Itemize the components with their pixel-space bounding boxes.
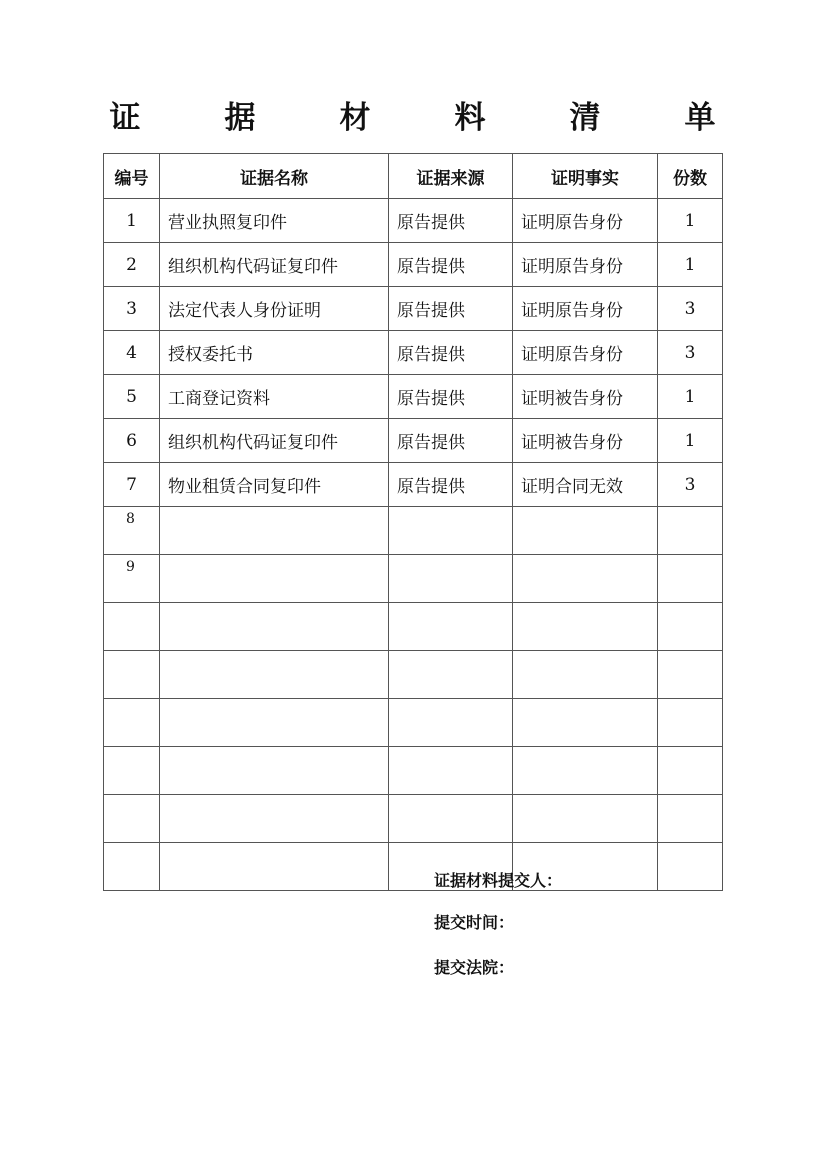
table-row xyxy=(104,603,723,651)
cell-evidence-name xyxy=(160,603,389,651)
cell-copies xyxy=(658,747,723,795)
cell-copies xyxy=(658,843,723,891)
title-char: 料 xyxy=(454,100,486,136)
cell-evidence-name: 物业租赁合同复印件 xyxy=(160,463,389,507)
cell-evidence-source: 原告提供 xyxy=(389,419,513,463)
cell-copies: 3 xyxy=(658,287,723,331)
cell-evidence-name: 营业执照复印件 xyxy=(160,199,389,243)
cell-evidence-name: 工商登记资料 xyxy=(160,375,389,419)
cell-proven-fact xyxy=(513,795,658,843)
title-char: 清 xyxy=(569,100,601,136)
table-row xyxy=(104,419,723,463)
table-row xyxy=(104,199,723,243)
cell-number xyxy=(104,747,160,795)
cell-proven-fact xyxy=(513,603,658,651)
page-title xyxy=(0,92,830,138)
cell-number: 2 xyxy=(104,243,160,287)
cell-proven-fact xyxy=(513,651,658,699)
cell-copies: 1 xyxy=(658,375,723,419)
cell-proven-fact: 证明被告身份 xyxy=(513,375,658,419)
cell-copies xyxy=(658,651,723,699)
cell-evidence-name xyxy=(160,795,389,843)
cell-copies: 1 xyxy=(658,199,723,243)
cell-copies: 1 xyxy=(658,419,723,463)
cell-copies xyxy=(658,507,723,555)
footer-court: 提交法院： xyxy=(434,958,515,977)
cell-evidence-name xyxy=(160,555,389,603)
header-proven-fact: 证明事实 xyxy=(513,154,658,199)
cell-evidence-source xyxy=(389,555,513,603)
cell-proven-fact: 证明原告身份 xyxy=(513,243,658,287)
cell-evidence-source: 原告提供 xyxy=(389,463,513,507)
cell-proven-fact xyxy=(513,507,658,555)
cell-evidence-source xyxy=(389,651,513,699)
header-evidence-source: 证据来源 xyxy=(389,154,513,199)
title-char: 材 xyxy=(339,100,371,136)
cell-proven-fact: 证明原告身份 xyxy=(513,199,658,243)
cell-proven-fact: 证明合同无效 xyxy=(513,463,658,507)
table-row xyxy=(104,243,723,287)
cell-evidence-name: 授权委托书 xyxy=(160,331,389,375)
cell-evidence-name xyxy=(160,843,389,891)
cell-number: 9 xyxy=(104,555,160,603)
cell-proven-fact: 证明原告身份 xyxy=(513,331,658,375)
cell-proven-fact: 证明被告身份 xyxy=(513,419,658,463)
cell-evidence-name xyxy=(160,651,389,699)
cell-number xyxy=(104,651,160,699)
footer-time: 提交时间： xyxy=(434,913,515,932)
cell-evidence-name xyxy=(160,507,389,555)
table-row xyxy=(104,555,723,603)
title-char: 据 xyxy=(224,100,256,136)
cell-evidence-name xyxy=(160,747,389,795)
cell-evidence-source: 原告提供 xyxy=(389,375,513,419)
cell-proven-fact xyxy=(513,555,658,603)
table-row xyxy=(104,843,723,891)
table-row xyxy=(104,747,723,795)
cell-evidence-source: 原告提供 xyxy=(389,331,513,375)
table-row xyxy=(104,795,723,843)
cell-number xyxy=(104,603,160,651)
cell-copies: 3 xyxy=(658,331,723,375)
header-evidence-name: 证据名称 xyxy=(160,154,389,199)
table-row xyxy=(104,331,723,375)
cell-copies: 1 xyxy=(658,243,723,287)
cell-proven-fact: 证明原告身份 xyxy=(513,287,658,331)
title-char: 单 xyxy=(684,100,716,136)
cell-number: 7 xyxy=(104,463,160,507)
table-row xyxy=(104,651,723,699)
title-char: 证 xyxy=(109,100,141,136)
cell-evidence-name xyxy=(160,699,389,747)
cell-evidence-source: 原告提供 xyxy=(389,287,513,331)
cell-copies xyxy=(658,795,723,843)
table-header-row xyxy=(104,154,723,199)
header-copies: 份数 xyxy=(658,154,723,199)
cell-copies xyxy=(658,555,723,603)
cell-number: 5 xyxy=(104,375,160,419)
cell-copies xyxy=(658,699,723,747)
cell-evidence-name: 组织机构代码证复印件 xyxy=(160,419,389,463)
table-row xyxy=(104,507,723,555)
cell-number xyxy=(104,795,160,843)
table-row xyxy=(104,375,723,419)
table-row xyxy=(104,699,723,747)
cell-number: 4 xyxy=(104,331,160,375)
cell-number: 1 xyxy=(104,199,160,243)
cell-number xyxy=(104,699,160,747)
cell-number xyxy=(104,843,160,891)
cell-copies xyxy=(658,603,723,651)
footer-submitter: 证据材料提交人： xyxy=(434,871,563,890)
cell-evidence-source xyxy=(389,795,513,843)
cell-evidence-source xyxy=(389,507,513,555)
table-row xyxy=(104,463,723,507)
cell-evidence-source: 原告提供 xyxy=(389,243,513,287)
cell-evidence-name: 组织机构代码证复印件 xyxy=(160,243,389,287)
cell-evidence-source: 原告提供 xyxy=(389,199,513,243)
evidence-table xyxy=(103,153,723,891)
cell-number: 8 xyxy=(104,507,160,555)
cell-evidence-name: 法定代表人身份证明 xyxy=(160,287,389,331)
cell-copies: 3 xyxy=(658,463,723,507)
cell-evidence-source xyxy=(389,747,513,795)
cell-proven-fact xyxy=(513,699,658,747)
cell-evidence-source xyxy=(389,603,513,651)
header-number: 编号 xyxy=(104,154,160,199)
cell-evidence-source xyxy=(389,699,513,747)
cell-number: 6 xyxy=(104,419,160,463)
cell-number: 3 xyxy=(104,287,160,331)
cell-proven-fact xyxy=(513,747,658,795)
table-row xyxy=(104,287,723,331)
